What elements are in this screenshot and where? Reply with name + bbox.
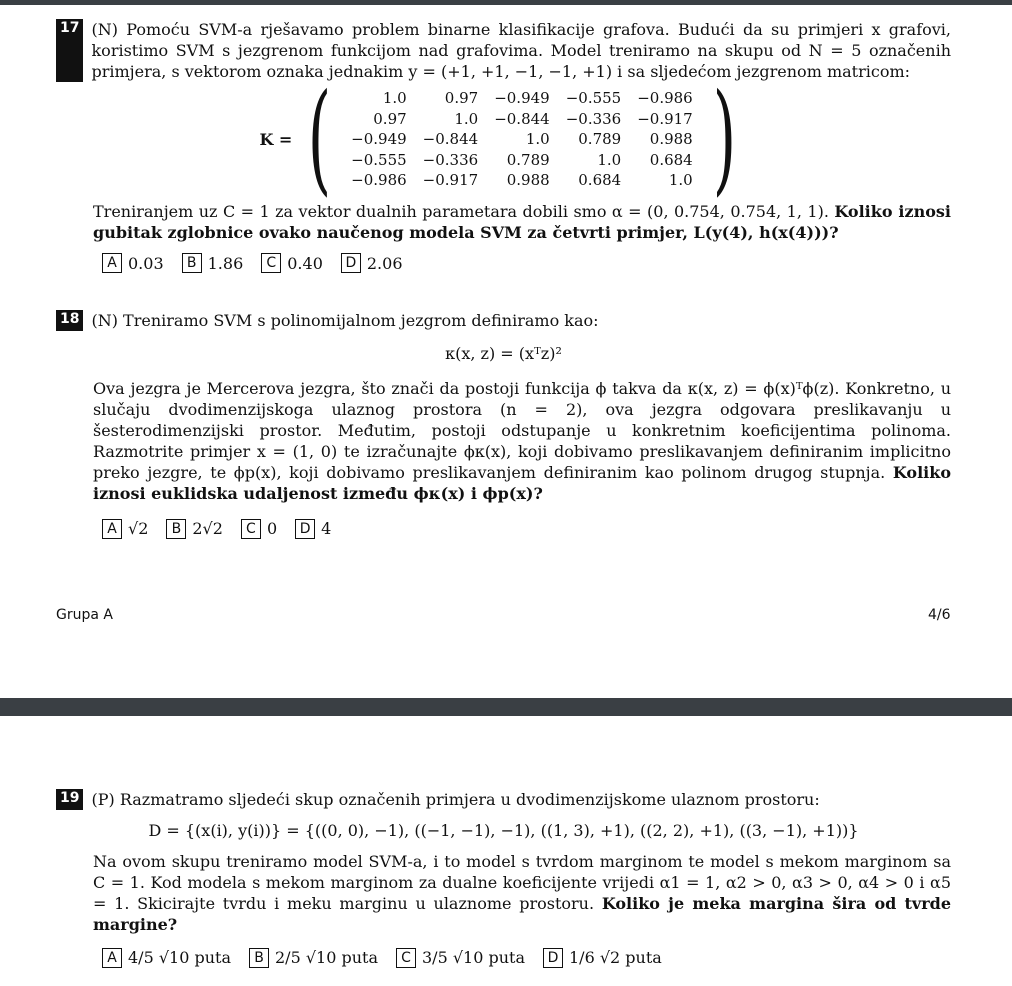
answer-option-c[interactable] (241, 518, 277, 539)
answer-option-b[interactable] (249, 947, 378, 968)
kernel-matrix (56, 69, 951, 209)
matrix-row (343, 129, 701, 150)
after-text: Na ovom skupu treniramo model SVM-a, i to model s tvrdom marginom te model s mekom marginom sa C = 1. Kod modela s mekom marginom za dualne koeficijente vrijedi α1 = 1, α2 > 0, α3 > 0, α4 > 0 i α5 = 1. Skicirajte tvrdu i meku marginu u ulaznome prostoru. (93, 852, 951, 913)
matrix-cell: 0.684 (649, 150, 693, 169)
matrix-cell: 0.684 (578, 171, 622, 189)
option-text: 0.03 (128, 253, 164, 273)
option-text: 4 (321, 519, 332, 538)
option-text: √2 (128, 519, 149, 538)
matrix-row (343, 150, 701, 171)
after-text: Treniranjem uz C = 1 za vektor dualnih parametara dobili smo α = (0, 0.754, 0.754, 1, 1). (93, 201, 829, 221)
matrix-cell: 1.0 (454, 109, 479, 128)
matrix-cell: −0.844 (494, 109, 550, 128)
question-number: 17 (56, 19, 83, 82)
option-text: 1/6 √2 puta (569, 948, 662, 967)
answer-options (102, 947, 951, 968)
question-18 (56, 310, 951, 539)
answer-option-b[interactable] (166, 518, 223, 539)
matrix-label: K = (259, 129, 293, 149)
matrix-cell: 1.0 (668, 171, 693, 189)
matrix-cell: 1.0 (382, 89, 407, 107)
matrix-cell: −0.949 (494, 89, 550, 107)
matrix-table (343, 88, 701, 191)
answer-option-a[interactable] (102, 253, 164, 274)
question-text: (N) Treniramo SVM s polinomijalnom jezgrom definiramo kao: (91, 311, 599, 330)
option-letter-box: A (102, 519, 122, 539)
option-text: 4/5 √10 puta (128, 948, 231, 967)
question-text: (N) Pomoću SVM-a rješavamo problem binarne klasifikacije grafova. Budući da su primjeri x grafovi, koristimo SVM s jezgrenom funkcijom nad grafovima. Model treniramo na skupu od N = 5 označenih primjera, s vektorom oznaka jednakim y = (+1, +1, −1, −1, +1) i sa sljedećom jezgrenom matricom: (91, 20, 951, 81)
question-17 (56, 19, 951, 274)
matrix-cell: −0.949 (351, 130, 407, 148)
matrix-cell: −0.555 (351, 150, 407, 169)
option-letter-box: D (295, 519, 315, 539)
page-separator (0, 698, 1012, 716)
matrix-cell: −0.917 (422, 171, 479, 189)
answer-option-d[interactable] (295, 518, 331, 539)
option-letter-box: A (102, 948, 122, 968)
option-letter-box: B (249, 948, 269, 968)
question-after-text (93, 201, 951, 243)
matrix-cell: 1.0 (597, 150, 622, 169)
matrix-cell: −0.555 (565, 89, 622, 107)
footer-group: Grupa A (56, 607, 113, 623)
kernel-formula: κ(x, z) = (xᵀz)² (445, 344, 562, 363)
answer-option-a[interactable] (102, 947, 231, 968)
matrix-cell: −0.986 (351, 171, 407, 189)
matrix-cell: −0.986 (637, 89, 693, 107)
matrix-cell: 0.789 (506, 150, 550, 169)
footer-page-number: 4/6 (928, 607, 951, 623)
question-number: 19 (56, 789, 83, 810)
answer-option-c[interactable] (396, 947, 525, 968)
matrix-cell: 0.988 (506, 171, 550, 189)
answer-option-d[interactable] (543, 947, 662, 968)
option-letter-box: D (341, 253, 361, 273)
matrix-cell: −0.917 (637, 109, 693, 128)
option-text: 0 (266, 519, 278, 538)
answer-option-b[interactable] (182, 253, 244, 274)
matrix-cell: −0.844 (422, 130, 479, 148)
dataset-formula: D = {(x(i), y(i))} = {((0, 0), −1), ((−1, −1), −1), ((1, 3), +1), ((2, 2), +1), ((3, −1), +1))} (148, 821, 859, 840)
right-paren: ) (712, 69, 736, 209)
answer-options (102, 253, 951, 274)
question-prompt: Koliko iznosi gubitak zglobnice ovako naučenog modela SVM za četvrti primjer, L(y(4), h(x(4)))? (93, 201, 951, 242)
matrix-cell: 0.97 (444, 89, 479, 107)
matrix-row (343, 88, 701, 109)
question-after-text (93, 851, 951, 935)
option-text: 2√2 (192, 519, 223, 538)
option-text: 2.06 (366, 253, 403, 273)
option-letter-box: C (261, 253, 281, 273)
option-letter-box: B (166, 519, 186, 539)
option-letter-box: A (102, 253, 122, 273)
option-text: 1.86 (207, 253, 244, 273)
answer-options (102, 518, 951, 539)
option-text: 2/5 √10 puta (275, 948, 378, 967)
option-letter-box: D (543, 948, 563, 968)
question-prompt: Koliko iznosi euklidska udaljenost između ϕκ(x) i ϕp(x)? (93, 463, 951, 503)
matrix-cell: 0.97 (373, 109, 407, 128)
matrix-cell: −0.336 (565, 109, 622, 128)
matrix-cell: −0.336 (422, 150, 479, 169)
after-text: Ova jezgra je Mercerova jezgra, što znači da postoji funkcija ϕ takva da κ(x, z) = ϕ(x)ᵀϕ(z). Konkretno, u slučaju dvodimenzijskoga ulaznog prostora (n = 2), ova jezgra odgovara preslikavanju u šesterodimenzijski prostor. Međutim, postoji odstupanje u konkretnim koeficijentima polinoma. Razmotrite primjer x = (1, 0) te izračunajte ϕκ(x), koji dobivamo preslikavanjem definiranim implicitno preko jezgre, te ϕp(x), koji dobivamo preslikavanjem definiranim kao polinom drugog stupnja. (93, 379, 951, 482)
answer-option-d[interactable] (341, 253, 403, 274)
option-letter-box: B (182, 253, 202, 273)
answer-option-a[interactable] (102, 518, 148, 539)
question-text: (P) Razmatramo sljedeći skup označenih primjera u dvodimenzijskome ulaznom prostoru: (91, 790, 820, 809)
matrix-cell: 0.789 (578, 130, 622, 148)
matrix-cell: 1.0 (525, 130, 550, 148)
matrix-row (343, 170, 701, 191)
question-after-text (93, 378, 951, 504)
question-number: 18 (56, 310, 83, 331)
question-prompt: Koliko je meka margina šira od tvrde margine? (93, 894, 952, 934)
option-letter-box: C (241, 519, 261, 539)
option-text: 0.40 (287, 253, 323, 273)
top-page-border (0, 0, 1012, 5)
question-19 (56, 789, 951, 968)
left-paren: ( (308, 69, 332, 209)
matrix-cell: 0.988 (649, 130, 693, 148)
matrix-row (343, 109, 701, 130)
option-letter-box: C (396, 948, 416, 968)
answer-option-c[interactable] (261, 253, 323, 274)
option-text: 3/5 √10 puta (422, 948, 525, 967)
